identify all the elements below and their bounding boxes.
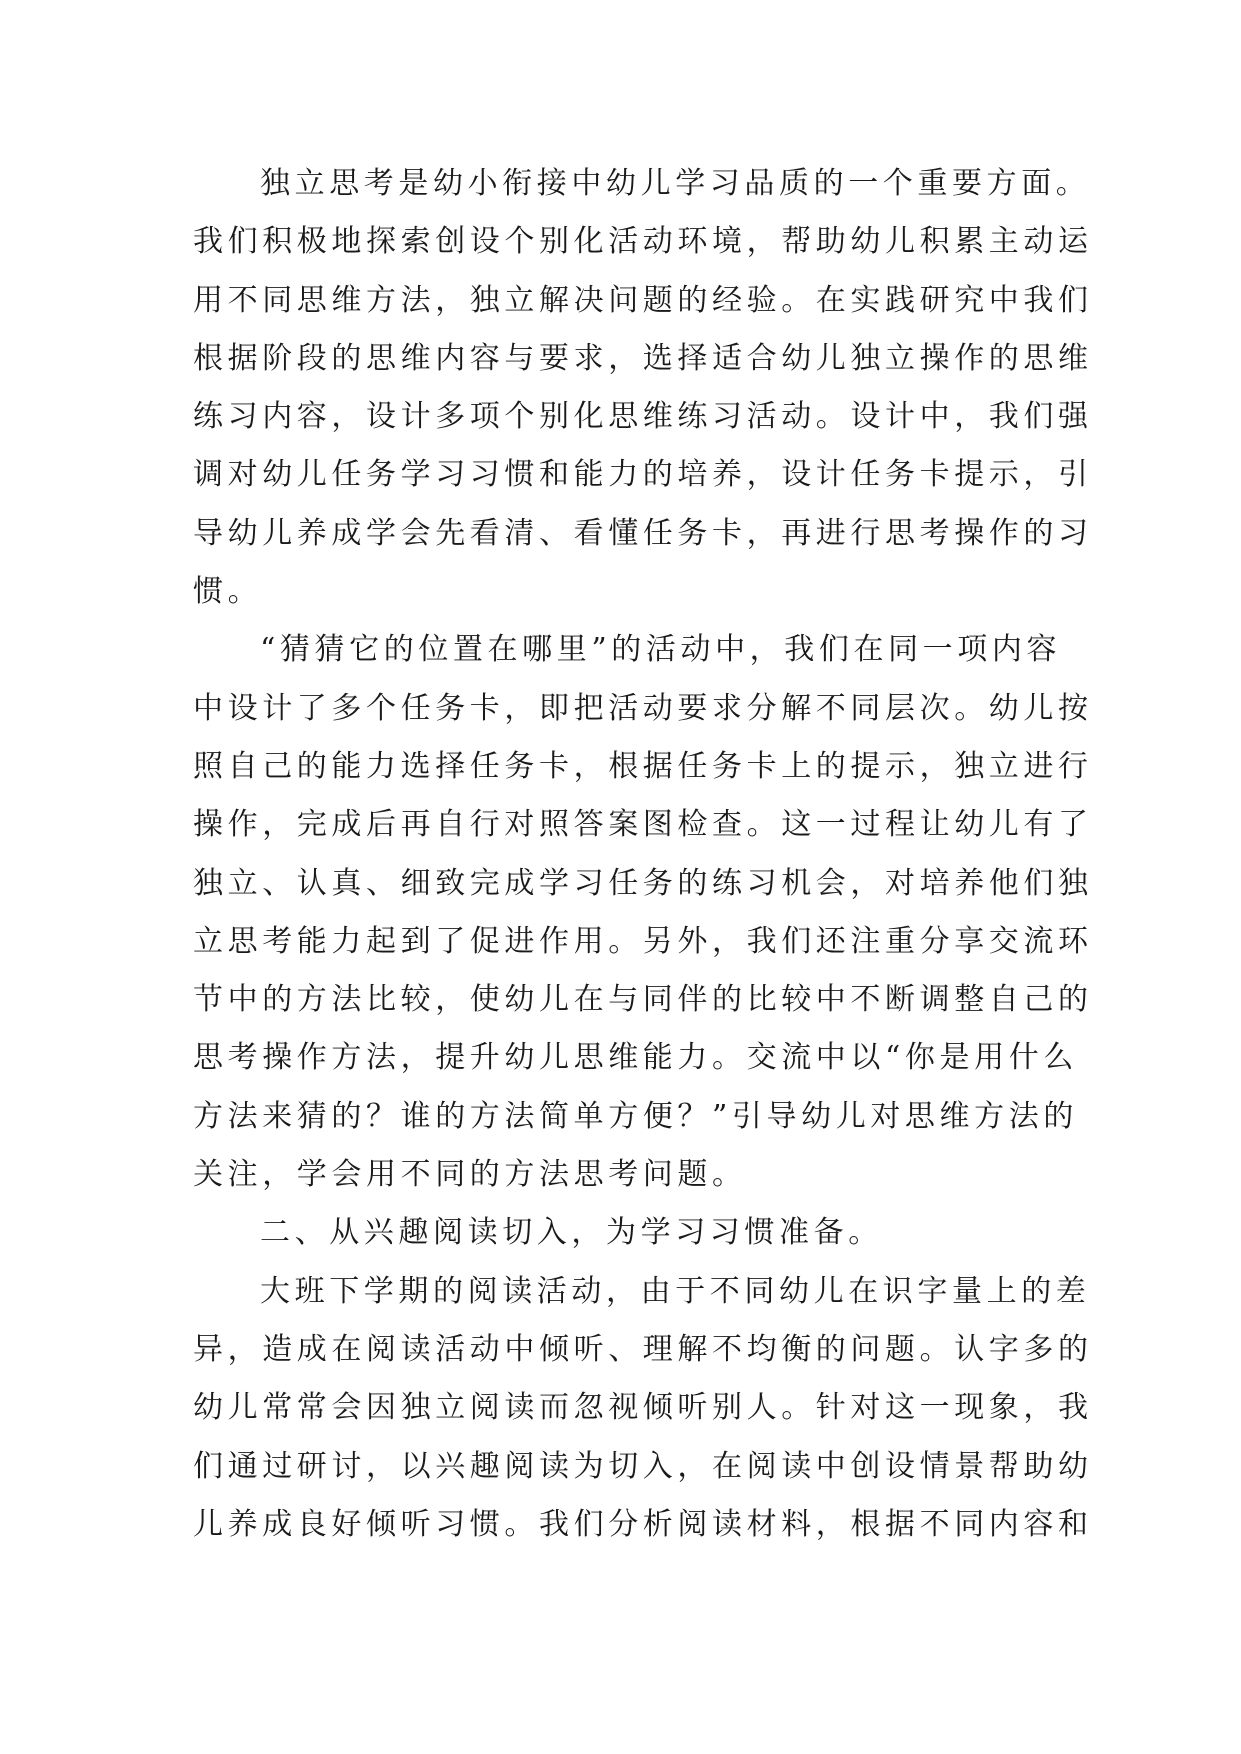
text-line: 异，造成在阅读活动中倾听、理解不均衡的问题。认字多的 [193, 1331, 1093, 1367]
text-line: 照自己的能力选择任务卡，根据任务卡上的提示，独立进行 [193, 748, 1093, 784]
text-line: 思考操作方法，提升幼儿思维能力。交流中以“你是用什么 [193, 1040, 1078, 1076]
section-heading: 二、从兴趣阅读切入，为学习习惯准备。 [260, 1215, 883, 1251]
text-line: 方法来猜的？谁的方法简单方便？”引导幼儿对思维方法的 [193, 1098, 1078, 1134]
text-line: 练习内容，设计多项个别化思维练习活动。设计中，我们强 [193, 399, 1093, 435]
text-line: 用不同思维方法，独立解决问题的经验。在实践研究中我们 [193, 282, 1093, 318]
document-body [193, 155, 1093, 1554]
text-line: “猜猜它的位置在哪里”的活动中，我们在同一项内容 [260, 632, 1062, 668]
text-line: 幼儿常常会因独立阅读而忽视倾听别人。针对这一现象，我 [193, 1390, 1093, 1426]
text-line: 们通过研讨，以兴趣阅读为切入，在阅读中创设情景帮助幼 [193, 1448, 1093, 1484]
text-line: 我们积极地探索创设个别化活动环境，帮助幼儿积累主动运 [193, 224, 1093, 260]
text-line: 节中的方法比较，使幼儿在与同伴的比较中不断调整自己的 [193, 982, 1093, 1018]
text-line: 导幼儿养成学会先看清、看懂任务卡，再进行思考操作的习 [193, 515, 1093, 551]
text-line: 儿养成良好倾听习惯。我们分析阅读材料，根据不同内容和 [193, 1506, 1093, 1542]
text-line: 关注，学会用不同的方法思考问题。 [193, 1157, 747, 1193]
text-line: 独立思考是幼小衔接中幼儿学习品质的一个重要方面。 [260, 166, 1091, 201]
text-line: 大班下学期的阅读活动，由于不同幼儿在识字量上的差 [260, 1273, 1091, 1309]
text-line: 惯。 [193, 574, 263, 610]
text-line: 中设计了多个任务卡，即把活动要求分解不同层次。幼儿按 [193, 690, 1093, 726]
text-line: 独立、认真、细致完成学习任务的练习机会，对培养他们独 [193, 865, 1093, 901]
text-line: 根据阶段的思维内容与要求，选择适合幼儿独立操作的思维 [193, 340, 1093, 376]
text-line: 操作，完成后再自行对照答案图检查。这一过程让幼儿有了 [193, 807, 1093, 843]
text-line: 立思考能力起到了促进作用。另外，我们还注重分享交流环 [193, 923, 1093, 959]
text-line: 调对幼儿任务学习习惯和能力的培养，设计任务卡提示，引 [193, 457, 1093, 493]
